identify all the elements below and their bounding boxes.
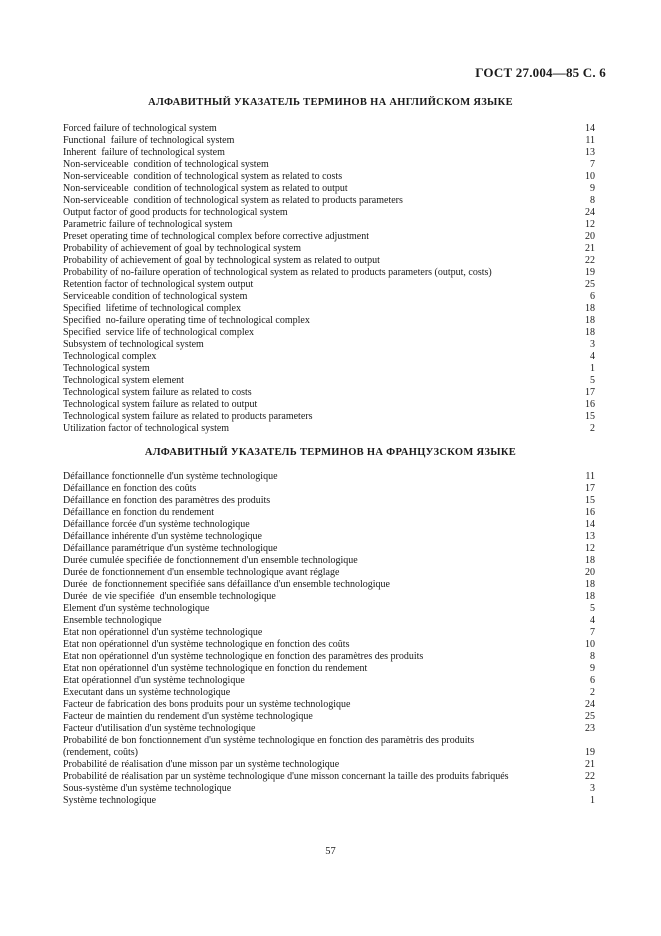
index-entry — [63, 471, 595, 483]
index-page-ref: 10 — [585, 639, 595, 650]
index-entry — [63, 771, 595, 783]
index-page-ref: 8 — [590, 195, 595, 206]
index-entry — [63, 603, 595, 615]
index-page-ref: 23 — [585, 723, 595, 734]
index-term: Système technologique — [63, 795, 157, 806]
index-term: Etat opérationnel d'un système technologique — [63, 675, 245, 686]
index-entry — [63, 135, 595, 147]
index-term: Durée de fonctionnement d'un ensemble technologique avant réglage — [63, 567, 340, 578]
index-entry — [63, 483, 595, 495]
index-page-ref: 1 — [590, 363, 595, 374]
index-term: Element d'un système technologique — [63, 603, 210, 614]
index-term: Preset operating time of technological complex before corrective adjustment — [63, 231, 369, 242]
index-entry — [63, 759, 595, 771]
index-entry — [63, 495, 595, 507]
index-page-ref: 25 — [585, 711, 595, 722]
index-page-ref: 13 — [585, 147, 595, 158]
index-term: Défaillance en fonction du rendement — [63, 507, 215, 518]
index-page-ref: 9 — [590, 663, 595, 674]
index-entry — [63, 783, 595, 795]
index-entry — [63, 543, 595, 555]
french-term-index — [63, 471, 595, 807]
index-entry — [63, 279, 595, 291]
index-term: Probability of achievement of goal by technological system as related to output — [63, 255, 380, 266]
index-entry — [63, 399, 595, 411]
index-term: Défaillance fonctionnelle d'un système technologique — [63, 471, 278, 482]
index-term: Retention factor of technological system output — [63, 279, 254, 290]
index-page-ref: 21 — [585, 759, 595, 770]
index-term: Probabilité de réalisation par un système technologique d'une misson concernant la taille des produits fabriqués — [63, 771, 509, 782]
index-term: Serviceable condition of technological system — [63, 291, 248, 302]
index-page-ref: 1 — [590, 795, 595, 806]
index-page-ref: 15 — [585, 495, 595, 506]
index-entry — [63, 219, 595, 231]
index-entry — [63, 255, 595, 267]
index-page-ref: 16 — [585, 507, 595, 518]
index-entry — [63, 339, 595, 351]
index-entry — [63, 579, 595, 591]
index-page-ref: 16 — [585, 399, 595, 410]
index-page-ref: 22 — [585, 771, 595, 782]
index-page-ref: 19 — [585, 267, 595, 278]
index-entry — [63, 243, 595, 255]
index-term: Facteur d'utilisation d'un système technologique — [63, 723, 256, 734]
index-term: Executant dans un système technologique — [63, 687, 231, 698]
index-term: Non-serviceable condition of technological system as related to products parameters — [63, 195, 403, 206]
index-entry — [63, 699, 595, 711]
index-entry — [63, 555, 595, 567]
index-term: Subsystem of technological system — [63, 339, 204, 350]
index-entry — [63, 651, 595, 663]
index-page-ref: 15 — [585, 411, 595, 422]
index-term: Technological complex — [63, 351, 157, 362]
english-term-index — [63, 123, 595, 435]
index-term: Non-serviceable condition of technological system — [63, 159, 269, 170]
index-term: Functional failure of technological system — [63, 135, 235, 146]
index-page-ref: 13 — [585, 531, 595, 542]
index-term: Non-serviceable condition of technological system as related to output — [63, 183, 348, 194]
index-term: Défaillance forcée d'un système technologique — [63, 519, 250, 530]
index-term: Technological system — [63, 363, 150, 374]
index-page-ref: 18 — [585, 555, 595, 566]
index-term: Sous-système d'un système technologique — [63, 783, 232, 794]
index-term: Défaillance en fonction des paramètres des produits — [63, 495, 271, 506]
index-page-ref: 19 — [585, 747, 595, 758]
index-page-ref: 18 — [585, 303, 595, 314]
index-term: Ensemble technologique — [63, 615, 162, 626]
index-term: Durée de fonctionnement specifiée sans défaillance d'un ensemble technologique — [63, 579, 390, 590]
index-term: Probabilité de réalisation d'une misson par un système technologique — [63, 759, 340, 770]
index-term: Etat non opérationnel d'un système technologique en fonction des paramètres des produits — [63, 651, 424, 662]
index-entry — [63, 639, 595, 651]
index-page-ref: 17 — [585, 483, 595, 494]
index-term: Durée cumulée specifiée de fonctionnement d'un ensemble technologique — [63, 555, 358, 566]
index-term: Specified service life of technological complex — [63, 327, 255, 338]
index-entry — [63, 387, 595, 399]
section-title-french: АЛФАВИТНЫЙ УКАЗАТЕЛЬ ТЕРМИНОВ НА ФРАНЦУЗСКОМ ЯЗЫКЕ — [144, 447, 517, 458]
index-page-ref: 20 — [585, 567, 595, 578]
index-entry — [63, 123, 595, 135]
index-term: Specified no-failure operating time of technological complex — [63, 315, 310, 326]
index-page-ref: 5 — [590, 375, 595, 386]
index-entry — [63, 423, 595, 435]
index-entry — [63, 675, 595, 687]
index-entry — [63, 735, 595, 759]
index-entry — [63, 327, 595, 339]
index-entry — [63, 267, 595, 279]
index-term: Forced failure of technological system — [63, 123, 217, 134]
index-term: Technological system failure as related to products parameters — [63, 411, 313, 422]
index-page-ref: 18 — [585, 591, 595, 602]
index-entry — [63, 195, 595, 207]
index-entry — [63, 567, 595, 579]
index-entry — [63, 687, 595, 699]
index-entry — [63, 375, 595, 387]
index-term: Durée de vie specifiée d'un ensemble technologique — [63, 591, 276, 602]
index-term: Probability of no-failure operation of technological system as related to products parameters (output, costs) — [63, 267, 492, 278]
index-term: Technological system element — [63, 375, 184, 386]
index-term: Facteur de maintien du rendement d'un système technologique — [63, 711, 313, 722]
index-entry — [63, 183, 595, 195]
index-entry — [63, 627, 595, 639]
index-entry — [63, 291, 595, 303]
index-term: Défaillance inhérente d'un système technologique — [63, 531, 262, 542]
index-page-ref: 18 — [585, 315, 595, 326]
index-page-ref: 3 — [590, 339, 595, 350]
index-page-ref: 8 — [590, 651, 595, 662]
index-page-ref: 2 — [590, 687, 595, 698]
index-entry — [63, 615, 595, 627]
index-page-ref: 17 — [585, 387, 595, 398]
index-page-ref: 22 — [585, 255, 595, 266]
index-page-ref: 7 — [590, 159, 595, 170]
index-page-ref: 20 — [585, 231, 595, 242]
index-entry — [63, 723, 595, 735]
index-page-ref: 4 — [590, 615, 595, 626]
index-term: Output factor of good products for technological system — [63, 207, 288, 218]
index-term-line: (rendement, coûts) — [63, 747, 138, 758]
index-entry — [63, 171, 595, 183]
index-entry — [63, 315, 595, 327]
index-entry — [63, 363, 595, 375]
index-page-ref: 12 — [585, 219, 595, 230]
index-page-ref: 2 — [590, 423, 595, 434]
index-page-ref: 11 — [585, 135, 595, 146]
index-term: Probability of achievement of goal by technological system — [63, 243, 301, 254]
index-page-ref: 6 — [590, 291, 595, 302]
index-page-ref: 10 — [585, 171, 595, 182]
index-page-ref: 24 — [585, 207, 595, 218]
page-header: ГОСТ 27.004—85 С. 6 — [475, 65, 606, 80]
index-page-ref: 7 — [590, 627, 595, 638]
index-page-ref: 18 — [585, 327, 595, 338]
index-term: Facteur de fabrication des bons produits pour un système technologique — [63, 699, 351, 710]
page-number: 57 — [325, 846, 336, 857]
index-page-ref: 14 — [585, 519, 595, 530]
index-term — [63, 735, 474, 759]
index-term: Etat non opérationnel d'un système technologique en fonction du rendement — [63, 663, 368, 674]
index-term: Technological system failure as related to costs — [63, 387, 252, 398]
index-term: Etat non opérationnel d'un système technologique — [63, 627, 263, 638]
index-term-line: Probabilité de bon fonctionnement d'un système technologique en fonction des paramètris des produits — [63, 735, 475, 746]
index-page-ref: 3 — [590, 783, 595, 794]
index-entry — [63, 519, 595, 531]
index-entry — [63, 507, 595, 519]
index-page-ref: 12 — [585, 543, 595, 554]
index-entry — [63, 531, 595, 543]
index-term: Non-serviceable condition of technological system as related to costs — [63, 171, 343, 182]
index-page-ref: 11 — [585, 471, 595, 482]
index-page-ref: 21 — [585, 243, 595, 254]
index-page-ref: 6 — [590, 675, 595, 686]
index-term: Défaillance paramétrique d'un système technologique — [63, 543, 278, 554]
index-entry — [63, 351, 595, 363]
index-term: Inherent failure of technological system — [63, 147, 225, 158]
index-entry — [63, 159, 595, 171]
index-page-ref: 14 — [585, 123, 595, 134]
index-entry — [63, 231, 595, 243]
index-term: Technological system failure as related to output — [63, 399, 258, 410]
index-term: Parametric failure of technological system — [63, 219, 233, 230]
index-entry — [63, 663, 595, 675]
index-entry — [63, 591, 595, 603]
index-entry — [63, 411, 595, 423]
index-page-ref: 25 — [585, 279, 595, 290]
index-term: Défaillance en fonction des coûts — [63, 483, 197, 494]
index-entry — [63, 711, 595, 723]
index-term: Specified lifetime of technological complex — [63, 303, 241, 314]
index-page-ref: 18 — [585, 579, 595, 590]
index-page-ref: 5 — [590, 603, 595, 614]
index-entry — [63, 795, 595, 807]
index-page-ref: 9 — [590, 183, 595, 194]
index-term: Utilization factor of technological system — [63, 423, 230, 434]
section-title-english: АЛФАВИТНЫЙ УКАЗАТЕЛЬ ТЕРМИНОВ НА АНГЛИЙСКОМ ЯЗЫКЕ — [148, 97, 513, 108]
index-entry — [63, 207, 595, 219]
index-entry — [63, 303, 595, 315]
index-entry — [63, 147, 595, 159]
index-page-ref: 24 — [585, 699, 595, 710]
index-page-ref: 4 — [590, 351, 595, 362]
index-term: Etat non opérationnel d'un système technologique en fonction des coûts — [63, 639, 350, 650]
